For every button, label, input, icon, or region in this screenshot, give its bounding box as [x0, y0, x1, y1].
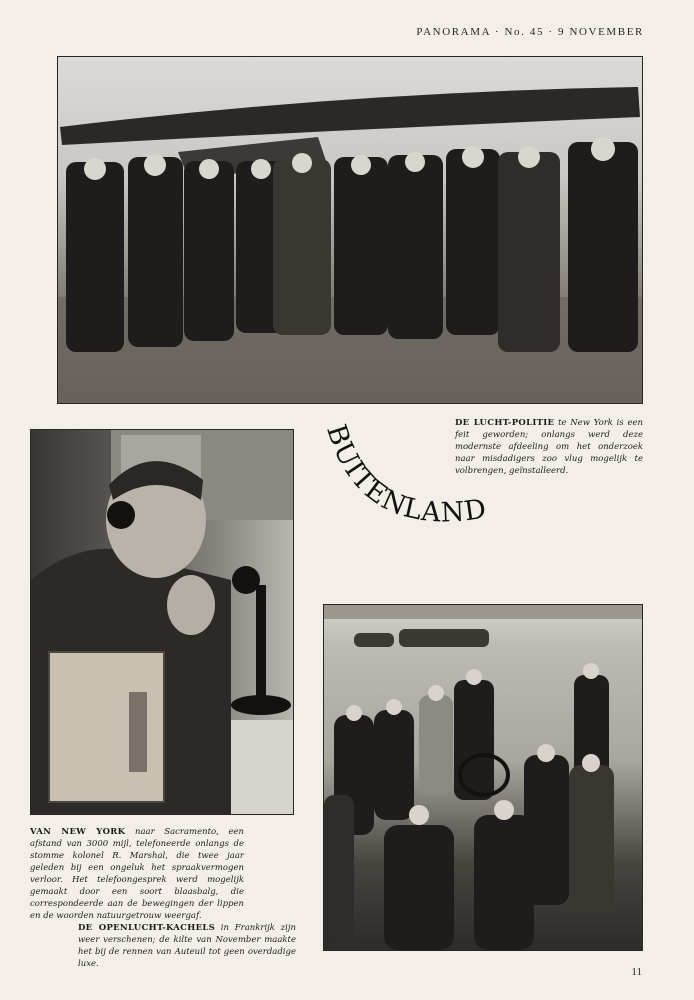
photo-air-police	[57, 56, 643, 404]
photo-telephone-man	[30, 429, 294, 815]
caption-text: in Frankrijk zijn weer verschenen; de kilte van November maakte het bij de rennen van Auteuil tot geen overdadige luxe.	[78, 923, 296, 969]
caption-text: naar Sacramento, een afstand van 3000 mijl, telefoneerde onlangs de stomme kolonel R. Marshal, die twee jaar geleden bij een ongeluk het spraakvermogen verloor. Het telefoongesprek werd mogelijk gemaakt door een soort blaasbalg, die correspondeerde aan de bewegingen der lippen en de woorden natuurgetrouw weergaf.	[30, 827, 244, 921]
caption-lead: DE OPENLUCHT-KACHELS	[78, 923, 216, 933]
photo-openair-stoves	[323, 604, 643, 951]
section-title-buitenland	[315, 418, 575, 568]
running-head: PANORAMA · No. 45 · 9 NOVEMBER	[416, 26, 644, 38]
caption-lead: DE LUCHT-POLITIE	[455, 418, 555, 428]
section-title-text: BUITENLAND	[320, 420, 490, 529]
svg-text:BUITENLAND	[320, 421, 489, 529]
page-number: 11	[631, 966, 642, 978]
caption-lead: VAN NEW YORK	[30, 827, 126, 837]
caption-text: te New York is een feit geworden; onlangs werd deze modernste afdeeling om het onderzoek naar misdadigers zoo vlug mogelijk te volbrengen, geïnstalleerd.	[455, 418, 643, 476]
caption-telephone	[30, 826, 244, 922]
caption-openair-stoves	[78, 922, 296, 970]
